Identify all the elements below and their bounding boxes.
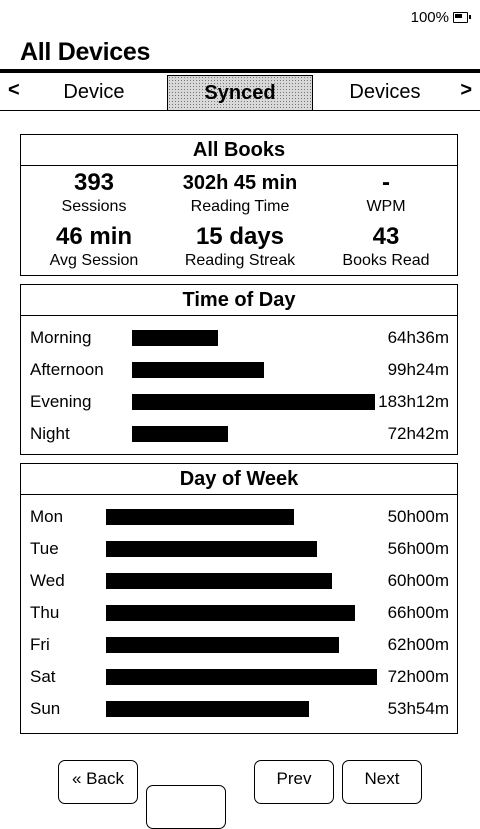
stat-label: Reading Streak <box>184 252 296 269</box>
title-divider <box>0 69 480 73</box>
stat-value: 15 days <box>195 223 285 250</box>
bar-fill <box>106 605 355 621</box>
all-books-card <box>20 134 458 276</box>
bar-value: 72h00m <box>387 667 449 686</box>
bar-value: 60h00m <box>387 571 449 590</box>
stat-label: Reading Time <box>190 198 290 215</box>
bar-fill <box>106 701 309 717</box>
stat-books-read <box>313 223 459 271</box>
next-button[interactable]: Next <box>342 760 422 804</box>
bar-label: Sat <box>30 667 56 686</box>
stat-avg-session <box>21 223 167 271</box>
bar-label: Thu <box>30 603 60 622</box>
bar-fill <box>106 669 377 685</box>
stat-label: Sessions <box>61 198 127 215</box>
bar-label: Afternoon <box>30 360 104 379</box>
day-of-week-card <box>20 463 458 734</box>
day-of-week-title: Day of Week <box>21 464 457 495</box>
bar-value: 64h36m <box>387 328 449 347</box>
tab-synced[interactable]: Synced <box>167 75 313 111</box>
page-title: All Devices <box>20 38 151 66</box>
stat-value: 46 min <box>55 223 133 250</box>
bar-fill <box>132 362 264 378</box>
stat-reading-time <box>167 169 313 217</box>
time-of-day-title: Time of Day <box>21 285 457 316</box>
bar-value: 72h42m <box>387 424 449 443</box>
bar-value: 99h24m <box>387 360 449 379</box>
back-button[interactable]: « Back <box>58 760 138 804</box>
bar-label: Tue <box>30 539 59 558</box>
tab-next-arrow-icon[interactable]: > <box>460 79 472 101</box>
bar-row-sat <box>30 667 449 687</box>
bar-row-night <box>30 424 449 444</box>
bar-label: Fri <box>30 635 50 654</box>
bar-row-thu <box>30 603 449 623</box>
stat-reading-streak <box>167 223 313 271</box>
tab-devices[interactable]: Devices <box>349 80 421 103</box>
stat-label: Books Read <box>342 252 430 269</box>
bar-value: 50h00m <box>387 507 449 526</box>
battery-icon <box>453 12 468 23</box>
bar-label: Mon <box>30 507 64 526</box>
bar-fill <box>132 426 228 442</box>
stat-sessions <box>21 169 167 217</box>
bar-row-evening <box>30 392 449 412</box>
bar-value: 56h00m <box>387 539 449 558</box>
bar-value: 66h00m <box>387 603 449 622</box>
bar-row-sun <box>30 699 449 719</box>
bar-row-tue <box>30 539 449 559</box>
bar-fill <box>106 509 294 525</box>
stat-value: - <box>382 169 390 196</box>
bar-fill <box>106 573 332 589</box>
bar-row-fri <box>30 635 449 655</box>
blank-button[interactable] <box>146 785 226 829</box>
all-books-title: All Books <box>21 135 457 166</box>
stat-label: WPM <box>366 198 406 215</box>
tab-device[interactable]: Device <box>63 80 125 103</box>
tab-divider <box>0 110 480 111</box>
bar-value: 62h00m <box>387 635 449 654</box>
bar-label: Sun <box>30 699 61 718</box>
tab-prev-arrow-icon[interactable]: < <box>8 79 20 101</box>
bar-row-mon <box>30 507 449 527</box>
stat-value: 393 <box>73 169 115 196</box>
tab-bar <box>0 75 480 109</box>
stat-value: 43 <box>372 223 400 250</box>
prev-button[interactable]: Prev <box>254 760 334 804</box>
bar-label: Evening <box>30 392 92 411</box>
bar-fill <box>132 330 218 346</box>
bar-value: 183h12m <box>378 392 449 411</box>
bar-fill <box>106 637 339 653</box>
battery-percent: 100% <box>410 9 449 26</box>
bar-label: Wed <box>30 571 65 590</box>
bar-fill <box>106 541 317 557</box>
bar-value: 53h54m <box>387 699 449 718</box>
stat-label: Avg Session <box>49 252 139 269</box>
status-bar <box>411 9 468 26</box>
time-of-day-card <box>20 284 458 455</box>
bar-row-wed <box>30 571 449 591</box>
bar-label: Morning <box>30 328 92 347</box>
stat-value: 302h 45 min <box>182 172 298 194</box>
bar-row-afternoon <box>30 360 449 380</box>
bar-label: Night <box>30 424 70 443</box>
stat-wpm <box>313 169 459 217</box>
bar-fill <box>132 394 375 410</box>
bar-row-morning <box>30 328 449 348</box>
